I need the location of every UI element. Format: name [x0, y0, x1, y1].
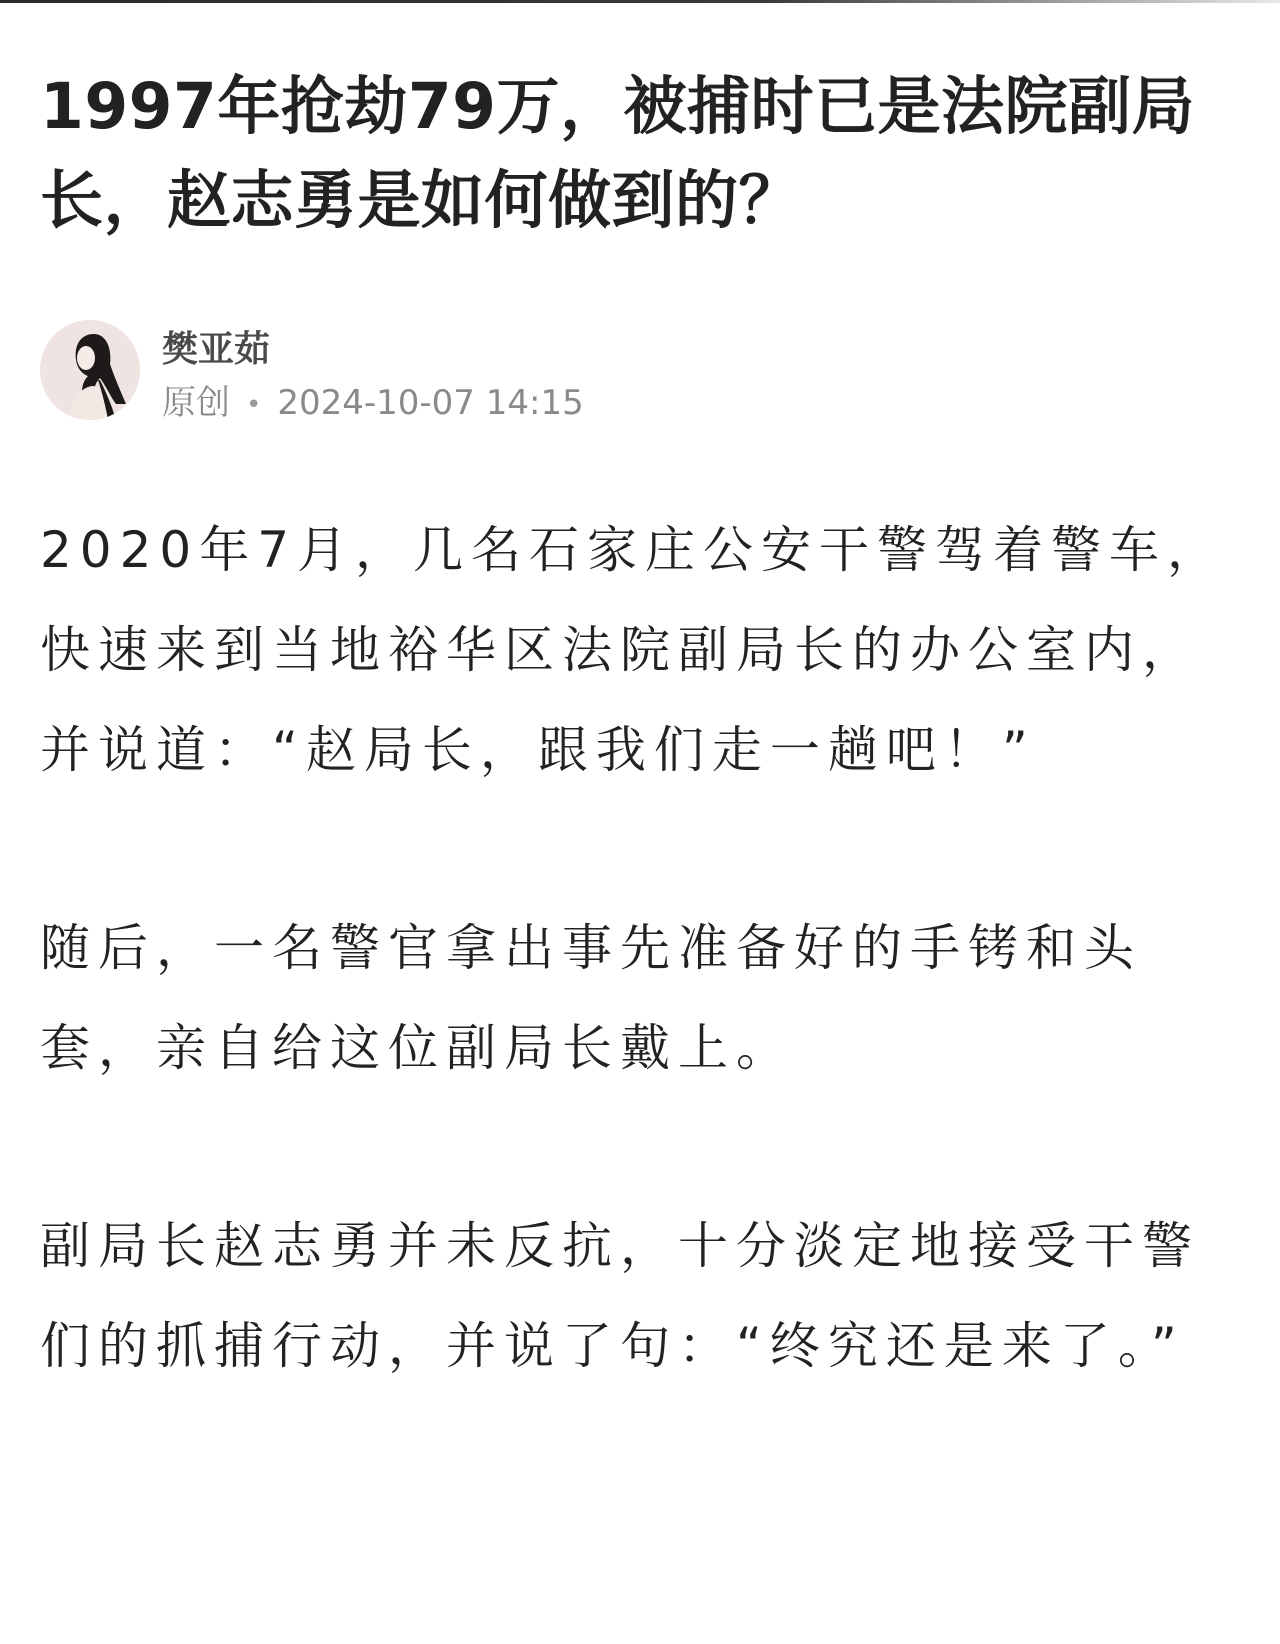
- top-edge: [0, 0, 1280, 3]
- article-title: 1997年抢劫79万，被捕时已是法院副局长，赵志勇是如何做到的？: [40, 70, 1196, 237]
- avatar-illustration-icon: [40, 320, 140, 420]
- author-avatar[interactable]: [40, 320, 140, 420]
- article-body: [40, 500, 1240, 1494]
- paragraph: 2020年7月，几名石家庄公安干警驾着警车，快速来到当地裕华区法院副局长的办公室内，并说道：“赵局长，跟我们走一趟吧！”: [40, 521, 1226, 779]
- meta-separator: •: [246, 389, 262, 420]
- author-row: [40, 320, 940, 430]
- post-meta: [162, 382, 584, 426]
- author-name[interactable]: 樊亚茹: [162, 329, 271, 370]
- paragraph: 随后，一名警官拿出事先准备好的手铐和头套，亲自给这位副局长戴上。: [40, 919, 1142, 1077]
- article: [40, 60, 1240, 1375]
- original-label: 原创: [162, 383, 230, 423]
- paragraph: 副局长赵志勇并未反抗，十分淡定地接受干警们的抓捕行动，并说了句：“终究还是来了。”: [40, 1217, 1200, 1375]
- publish-datetime: 2024-10-07 14:15: [277, 383, 584, 423]
